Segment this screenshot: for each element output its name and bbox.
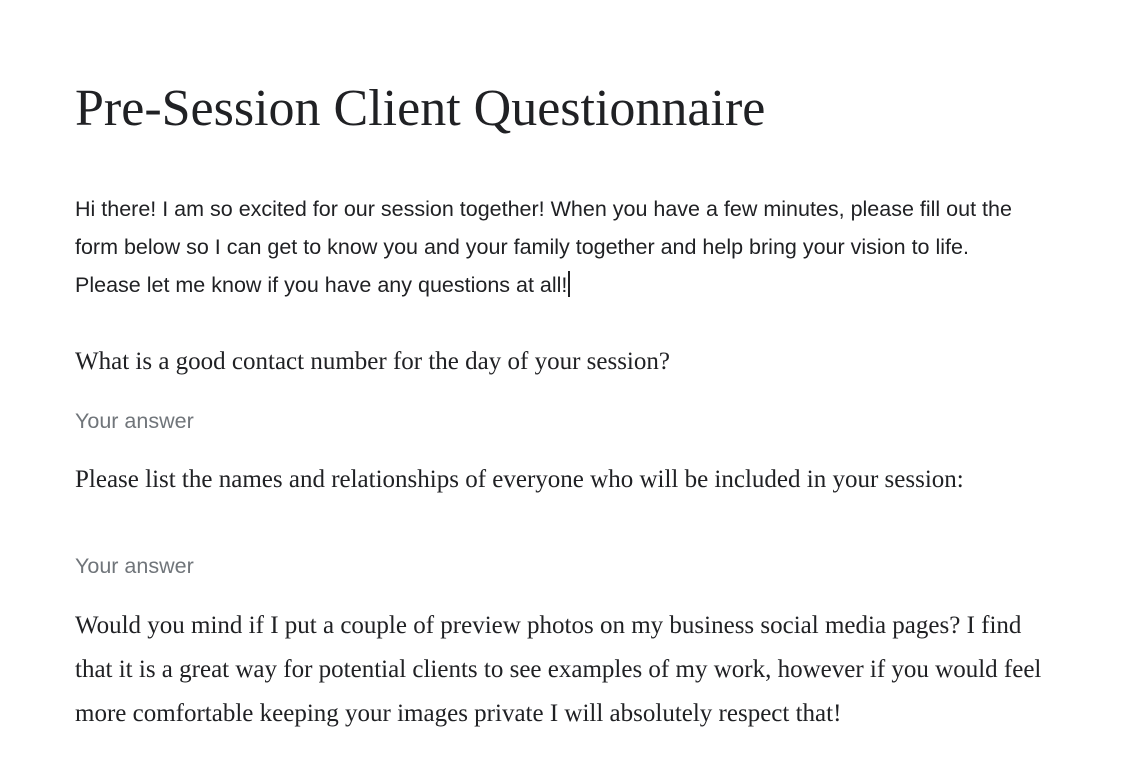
question-line: that it is a great way for potential clients to see examples of my work, however if you would feel [75,656,1042,683]
question-contact-number: What is a good contact number for the day of your session? [75,348,670,375]
form-title: Pre-Session Client Questionnaire [75,80,766,137]
description-line: Hi there! I am so excited for our session together! When you have a few minutes, please fill out the [75,197,1012,221]
description-line: form below so I can get to know you and your family together and help bring your vision to life. [75,235,969,259]
question-line: Would you mind if I put a couple of preview photos on my business social media pages? I find [75,612,1022,639]
form-description[interactable] [75,190,1065,304]
question-session-participants: Please list the names and relationships of everyone who will be included in your session: [75,466,964,493]
text-cursor [568,271,570,297]
description-line-last [75,266,1065,304]
description-line-text: Please let me know if you have any questions at all! [75,273,568,297]
question-line: more comfortable keeping your images private I will absolutely respect that! [75,700,842,727]
answer-input-session-participants[interactable]: Your answer [75,554,194,578]
answer-input-contact-number[interactable]: Your answer [75,409,194,433]
question-social-media-consent [75,604,1041,736]
